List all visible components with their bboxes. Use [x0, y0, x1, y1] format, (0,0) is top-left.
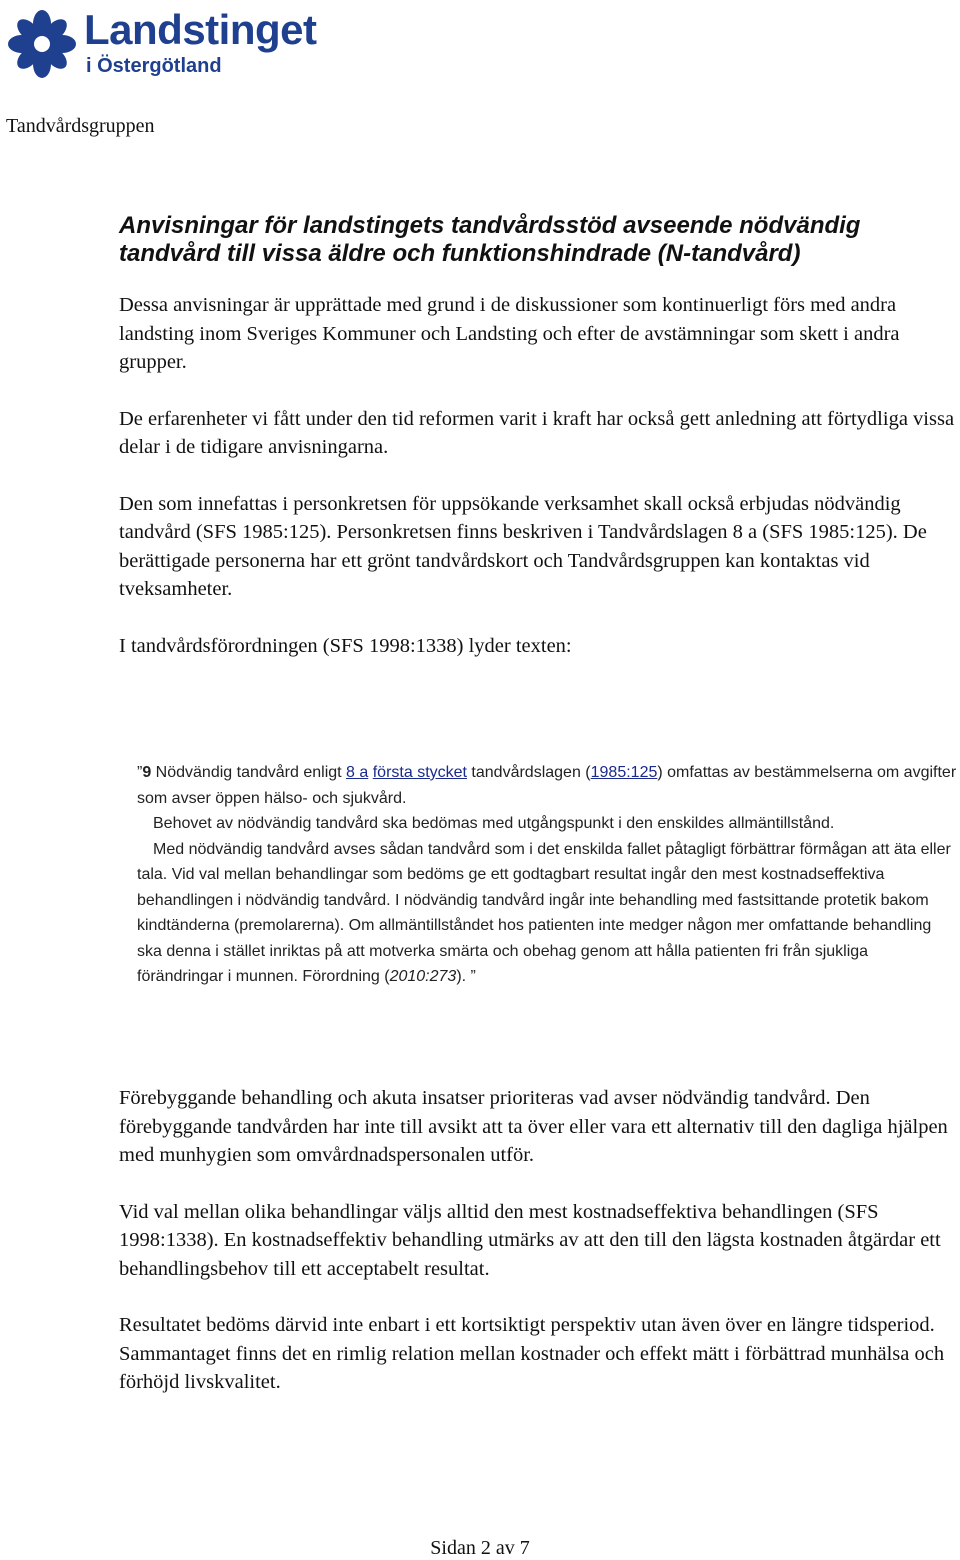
page-number: Sidan 2 av 7	[430, 1537, 530, 1559]
department-name: Tandvårdsgruppen	[6, 115, 155, 137]
paragraph-kostnadseffektiv: Vid val mellan olika behandlingar väljs alltid den mest kostnadseffektiva behandlingen (SFS 1998:1338). En kostnadseffektiv behandling utmärks av att den till den lägsta kostnaden åtgärdar ett behandlingsbehov till ett acceptabelt resultat.	[119, 1200, 941, 1280]
landstinget-logo	[6, 4, 326, 86]
link-forsta-stycket[interactable]: första stycket	[372, 764, 467, 781]
quote-paragraph-2: Behovet av nödvändig tandvård ska bedömas med utgångspunkt i den enskildes allmäntillstånd.	[153, 815, 835, 832]
logo-name: Landstinget	[84, 6, 317, 53]
quote-text: tandvårdslagen (	[466, 764, 591, 781]
forordning-quote	[137, 760, 957, 990]
logo-subtitle: i Östergötland	[86, 55, 222, 77]
paragraph-prioritering: Förebyggande behandling och akuta insatser prioriteras vad avser nödvändig tandvård. Den förebyggande tandvården har inte till avsikt att ta över eller vara ett alternativ till den dagliga hjälpen med munhygien som omvårdnadspersonalen utför.	[119, 1087, 948, 1166]
flower-logo-icon	[6, 8, 78, 80]
link-sfs-1985-125[interactable]: 1985:125	[590, 764, 658, 781]
quote-text: ) omfattas av bestämmelserna om avgifter som avser öppen hälso- och sjukvård.	[137, 764, 957, 807]
quote-paragraph-3	[137, 837, 957, 990]
paragraph-resultat: Resultatet bedöms därvid inte enbart i ett kortsiktigt perspektiv utan även över en längre tidsperiod. Sammantaget finns det en rimlig relation mellan kostnader och effekt mätt i förbättrad munhälsa och förhöjd livskvalitet.	[119, 1314, 945, 1393]
quote-open-mark: ”	[137, 764, 143, 781]
document-body	[119, 212, 959, 660]
paragraph-experience: De erfarenheter vi fått under den tid reformen varit i kraft har också gett anledning att förtydliga vissa delar i de tidigare anvisningarna.	[119, 407, 955, 458]
forordning-number: 2010:273	[389, 968, 457, 985]
quote-close-mark: ”	[466, 968, 476, 985]
paragraph-forordning-intro: I tandvårdsförordningen (SFS 1998:1338) lyder texten:	[119, 634, 572, 657]
paragraph-personkrets: Den som innefattas i personkretsen för uppsökande verksamhet skall också erbjudas nödvändig tandvård (SFS 1985:125). Personkretsen finns beskriven i Tandvårdslagen 8 a (SFS 1985:125). De berättigade personerna har ett grönt tandvårdskort och Tandvårdsgruppen kan kontaktas vid tveksamheter.	[119, 492, 927, 600]
link-8a[interactable]: 8 a	[346, 764, 369, 781]
section-number: 9	[142, 764, 152, 781]
document-title: Anvisningar för landstingets tandvårdsstöd avseende nödvändig tandvård till vissa äldre och funktionshindrade (N-tandvård)	[119, 212, 861, 267]
quote-text: Med nödvändig tandvård avses sådan tandvård som i det enskilda fallet påtagligt förbättrar förmågan att äta eller tala. Vid val mellan behandlingar som bedöms ge ett godtagbart resultat ingår den mest kostnadseffektiva behandlingen i nödvändig tandvård. I nödvändig tandvård ingår inte behandling med fastsittande protetik bakom kindtänderna (premolarerna). Om allmäntillståndet hos patienten inte medger någon mer omfattande behandling ska denna i stället inriktas på att motverka smärta och obehag genom att hålla patienten fri från sjukliga förändringar i munnen. Förordning (	[137, 840, 951, 985]
quote-text: Nödvändig tandvård enligt	[151, 764, 347, 781]
document-body-continued	[119, 1084, 959, 1397]
quote-text: ).	[456, 968, 467, 985]
quote-paragraph-1	[137, 760, 957, 811]
paragraph-intro: Dessa anvisningar är upprättade med grund i de diskussioner som kontinuerligt förs med andra landsting inom Sveriges Kommuner och Landsting och efter de avstämningar som skett i andra grupper.	[119, 294, 900, 373]
